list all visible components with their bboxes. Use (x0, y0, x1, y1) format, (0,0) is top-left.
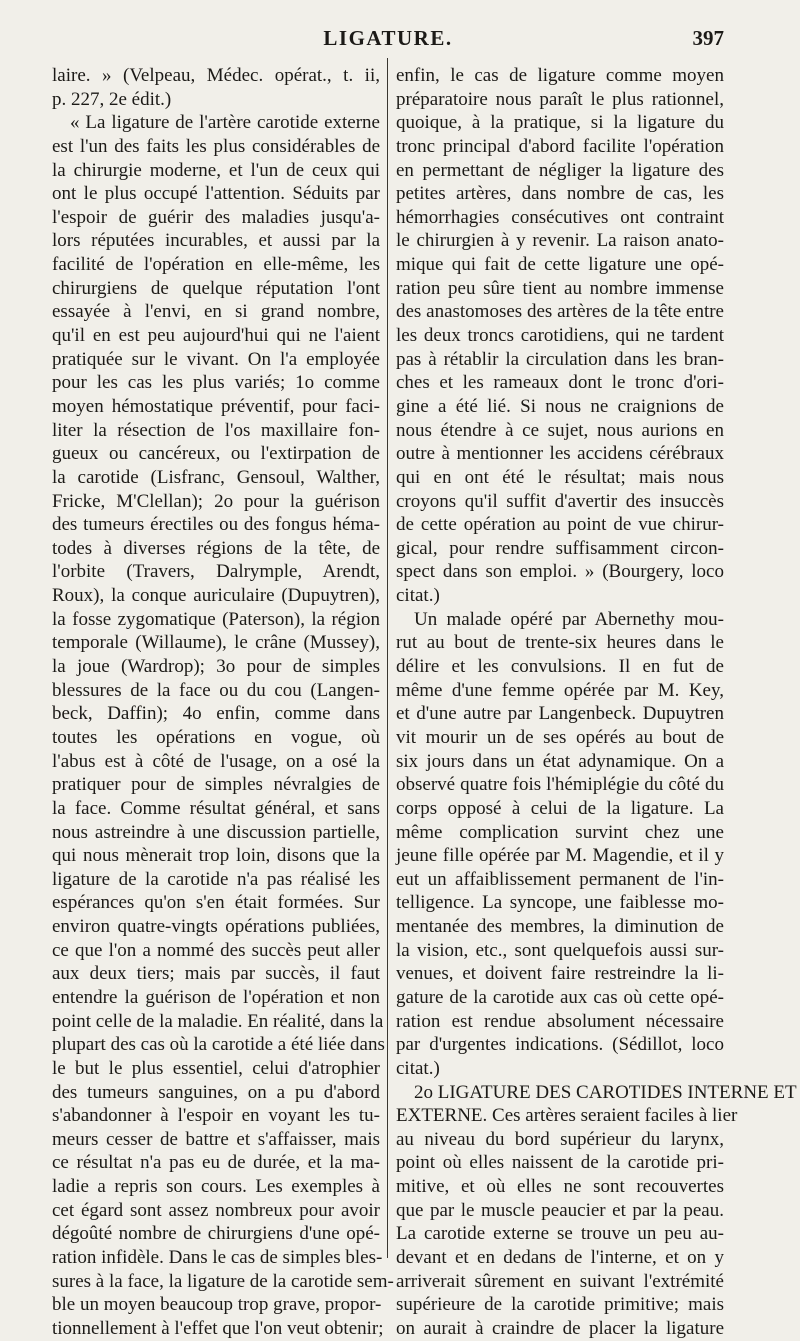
text-line: p. 227, 2e édit.) (52, 88, 172, 110)
text-line: « La ligature de l'artère carotide externe (70, 112, 380, 134)
text-line: mique qui fait de cette ligature une opé- (396, 254, 724, 276)
left-text-column (52, 64, 394, 1341)
text-line: La carotide externe se trouve un peu au- (396, 1223, 724, 1245)
text-line: sures à la face, la ligature de la carotide sem- (52, 1270, 394, 1292)
text-line: gature de la carotide aux cas où cette opé- (396, 986, 724, 1008)
text-line: ligature de la carotide n'a pas réalisé les (52, 868, 380, 890)
text-line: observé quatre fois l'hémiplégie du côté du (396, 774, 724, 796)
text-line: Fricke, M'Clellan); 2o pour la guérison (52, 490, 380, 512)
text-line: enfin, le cas de ligature comme moyen (396, 65, 724, 86)
text-line: croyons qu'il suffit d'avertir des insuccès (396, 490, 724, 512)
text-line: qui nous mènerait trop loin, disons que la (52, 845, 380, 867)
text-line: temporale (Willaume), le crâne (Mussey), (52, 632, 380, 654)
text-line: ches et les rameaux dont le tronc d'ori- (396, 372, 724, 394)
text-line: beck, Daffin); 4o enfin, comme dans (52, 703, 380, 725)
text-line: toutes les opérations en vogue, où (52, 726, 380, 748)
text-line: préparatoire nous paraît le plus rationnel, (396, 88, 724, 110)
text-line: nous étendre à ce sujet, nous aurions en (396, 419, 724, 441)
text-line: la fosse zygomatique (Paterson), la région (52, 608, 380, 630)
text-line: venues, et doivent faire restreindre la li- (396, 963, 724, 985)
text-line: gueux ou cancéreux, ou l'extirpation de (52, 443, 380, 465)
text-line: l'abus est à côté de l'usage, on a osé la (52, 750, 380, 772)
text-line: la chirurgie moderne, et l'un de ceux qui (52, 159, 380, 181)
text-line: même complication survint chez une (396, 821, 724, 843)
text-line: devant et en dedans de l'interne, et on y (396, 1247, 724, 1269)
text-line: nous astreindre à une discussion partielle, (52, 821, 380, 843)
text-line: des anastomoses des artères de la tête entre (396, 301, 724, 323)
text-line: eut un affaiblissement permanent de l'in- (396, 868, 724, 890)
text-line: entendre la guérison de l'opération et non (52, 986, 380, 1008)
text-line: EXTERNE. Ces artères seraient faciles à lier (396, 1105, 738, 1127)
text-line: qui en ont été le résultat; mais nous (396, 466, 724, 488)
text-line: Roux), la conque auriculaire (Dupuytren), (52, 585, 380, 607)
text-line: telligence. La syncope, une faiblesse mo- (396, 892, 724, 914)
text-line: rut au bout de trente-six heures dans le (396, 632, 724, 654)
text-line: les deux troncs carotidiens, qui ne tardent (396, 325, 724, 347)
text-line: lors réputées incurables, et aussi par la (52, 230, 380, 252)
text-line: dégoûté nombre de chirurgiens d'une opé- (52, 1223, 380, 1245)
text-line: en permettant de négliger la ligature des (396, 159, 724, 181)
text-line: délire et les convulsions. Il en fut de (396, 656, 724, 678)
text-line: mentanée des membres, la diminution de (396, 916, 724, 938)
text-line: s'abandonner à l'espoir en voyant les tu- (52, 1105, 380, 1127)
text-line: point celle de la maladie. En réalité, dans la (52, 1010, 384, 1032)
text-line: qu'il en est peu aujourd'hui qui ne l'aient (52, 325, 380, 347)
text-line: Un malade opéré par Abernethy mou- (414, 608, 724, 630)
text-line: liter la résection de l'os maxillaire fon- (52, 419, 380, 441)
text-line: le but le plus essentiel, celui d'atrophier (52, 1057, 380, 1079)
text-line: hémorrhagies consécutives ont contraint (396, 206, 724, 228)
text-line: de cette opération au point de vue chirur- (396, 514, 724, 536)
text-line: ladie a repris son cours. Les exemples à (52, 1176, 380, 1198)
column-divider (387, 58, 388, 1258)
text-line: corps opposé à celui de la ligature. La (396, 797, 724, 819)
page-title: LIGATURE. (323, 26, 453, 50)
text-line: la face. Comme résultat général, et sans (52, 797, 380, 819)
text-line: pour les cas les plus variés; 1o comme (52, 372, 380, 394)
text-line: est l'un des faits les plus considérables de (52, 135, 380, 157)
text-line: citat.) (396, 1057, 440, 1079)
text-line: même d'une femme opérée par M. Key, (396, 679, 724, 701)
text-line: six jours dans un état adynamique. On a (396, 750, 724, 772)
text-line: vit mourir un de ses opérés au bout de (396, 726, 724, 748)
text-line: meurs cesser de battre et s'affaisser, mais (52, 1128, 380, 1150)
text-line: gine a été lié. Si nous ne craignions de (396, 395, 724, 417)
text-line: la vision, etc., sont quelquefois aussi sur- (396, 939, 724, 961)
running-header (52, 26, 724, 60)
text-line: ration peu sûre tient au nombre immense (396, 277, 724, 299)
text-line: ble un moyen beaucoup trop grave, propor- (52, 1294, 382, 1316)
text-line: ce résultat n'a pas eu de durée, et la ma- (52, 1152, 380, 1174)
text-line: facilité de l'opération en elle-même, les (52, 254, 380, 276)
text-line: cet égard sont assez nombreux pour avoir (52, 1199, 380, 1221)
text-line: quoique, à la pratique, si la ligature du (396, 112, 724, 134)
text-line: spect dans son emploi. » (Bourgery, loco (396, 561, 724, 583)
text-line: mitive, et où elles ne sont recouvertes (396, 1176, 724, 1198)
text-line: le chirurgien à y revenir. La raison anato- (396, 230, 724, 252)
text-line: chirurgiens de quelque réputation l'ont (52, 277, 380, 299)
text-line: 2o LIGATURE DES CAROTIDES INTERNE ET (414, 1081, 797, 1103)
text-line: tronc principal d'abord facilite l'opération (396, 135, 724, 157)
text-line: que par le muscle peaucier et par la peau. (396, 1199, 724, 1221)
text-line: ce que l'on a nommé des succès peut aller (52, 939, 380, 961)
text-line: essayée à l'envi, en si grand nombre, (52, 301, 380, 323)
text-line: outre à mentionner les accidens cérébraux (396, 443, 724, 465)
text-line: ont le plus occupé l'attention. Séduits par (52, 183, 380, 205)
text-line: blessures de la face ou du cou (Langen- (52, 679, 380, 701)
text-line: pas à rétablir la circulation dans les bran- (396, 348, 724, 370)
text-line: la joue (Wardrop); 3o pour de simples (52, 656, 380, 678)
text-line: environ quatre-vingts opérations publiées, (52, 916, 380, 938)
text-line: l'espoir de guérir des maladies jusqu'a- (52, 206, 380, 228)
text-line: point où elles naissent de la carotide pri- (396, 1152, 724, 1174)
text-line: arriverait sûrement en suivant l'extrémité (396, 1270, 724, 1292)
text-line: petites artères, dans nombre de cas, les (396, 183, 724, 205)
text-line: ration infidèle. Dans le cas de simples bles- (52, 1247, 383, 1269)
text-line: au niveau du bord supérieur du larynx, (396, 1128, 724, 1150)
text-line: la carotide (Lisfranc, Gensoul, Walther, (52, 466, 380, 488)
text-line: des tumeurs sanguines, on a pu d'abord (52, 1081, 380, 1103)
text-line: des tumeurs érectiles ou des fongus héma- (52, 514, 380, 536)
text-line: citat.) (396, 585, 440, 607)
text-line: ration est rendue absolument nécessaire (396, 1010, 724, 1032)
text-line: supérieure de la carotide primitive; mais (396, 1294, 724, 1316)
text-line: gical, pour rendre suffisamment circon- (396, 537, 724, 559)
text-line: aux deux tiers; mais par succès, il faut (52, 963, 380, 985)
text-line: pratiquée sur le vivant. On l'a employée (52, 348, 380, 370)
text-line: espérances qu'on s'en était formées. Sur (52, 892, 380, 914)
text-line: moyen hémostatique préventif, pour faci- (52, 395, 380, 417)
text-line: on aurait à craindre de placer la ligature (396, 1317, 724, 1339)
text-line: plupart des cas où la carotide a été liée dans (52, 1034, 385, 1056)
text-line: laire. » (Velpeau, Médec. opérat., t. ii, (52, 65, 380, 86)
text-line: todes à diverses régions de la tête, de (52, 537, 380, 559)
text-line: et d'une autre par Langenbeck. Dupuytren (396, 703, 724, 725)
page-number: 397 (692, 26, 724, 50)
right-text-column (396, 64, 797, 1341)
text-line: par d'urgentes indications. (Sédillot, loco (396, 1034, 724, 1056)
text-line: tionnellement à l'effet que l'on veut obtenir; (52, 1317, 384, 1339)
text-line: pratiquer pour de simples névralgies de (52, 774, 380, 796)
text-line: jeune fille opérée par M. Magendie, et il y (396, 845, 724, 867)
text-line: l'orbite (Travers, Dalrymple, Arendt, (52, 561, 380, 583)
